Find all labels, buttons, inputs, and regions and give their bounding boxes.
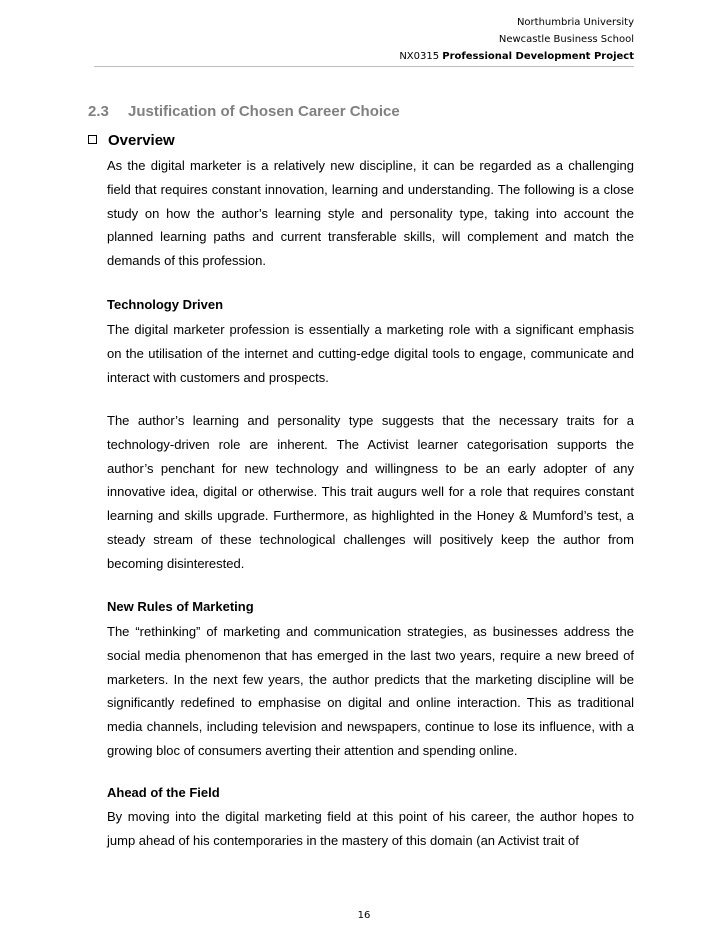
page-header (399, 14, 634, 65)
new-rules-paragraph: The “rethinking” of marketing and communication strategies, as businesses address the social media phenomenon that has emerged in the last two years, require a new breed of marketers. In the next few years, the author predicts that the marketing discipline will be significantly redefined to emphasise on digital and online interaction. This as traditional media channels, including television and newspapers, continue to lose its influence, with a growing bloc of consumers averting their attention and spending online. (107, 624, 634, 758)
section-title: Justification of Chosen Career Choice (128, 103, 400, 120)
header-university: Northumbria University (516, 17, 634, 28)
ahead-heading: Ahead of the Field (107, 785, 220, 800)
header-module-code: NX0315 (399, 51, 440, 62)
overview-title: Overview (108, 132, 175, 149)
section-heading (88, 103, 400, 120)
technology-paragraph-1: The digital marketer profession is essentially a marketing role with a significant emphasis on the utilisation of the internet and cutting-edge digital tools to engage, communicate and interact with customers and prospects. (107, 322, 634, 385)
ahead-paragraph: By moving into the digital marketing field at this point of his career, the author hopes to jump ahead of his contemporaries in the mastery of this domain (an Activist trait of (107, 809, 634, 848)
page-number: 16 (357, 910, 371, 921)
header-school: Newcastle Business School (498, 34, 634, 45)
technology-heading: Technology Driven (107, 297, 224, 312)
header-module-title: Professional Development Project (442, 51, 634, 62)
header-divider (94, 66, 634, 67)
overview-heading (88, 132, 175, 149)
section-number: 2.3 (88, 103, 109, 120)
overview-paragraph: As the digital marketer is a relatively new discipline, it can be regarded as a challenging field that requires constant innovation, learning and understanding. The following is a close study on how the author’s learning style and personality type, taking into account the planned learning paths and current transferable skills, will complement and match the demands of this profession. (107, 158, 634, 269)
new-rules-heading: New Rules of Marketing (107, 599, 254, 614)
technology-paragraph-2: The author’s learning and personality type suggests that the necessary traits for a technology-driven role are inherent. The Activist learner categorisation supports the author’s penchant for new technology and willingness to be an early adopter of any innovative idea, digital or otherwise. This trait augurs well for a role that requires constant learning and skills upgrade. Furthermore, as highlighted in the Honey & Mumford’s test, a steady stream of these technological challenges will positively keep the author from becoming disinterested. (107, 413, 634, 571)
square-bullet-icon (88, 135, 97, 144)
header-module (399, 48, 634, 65)
